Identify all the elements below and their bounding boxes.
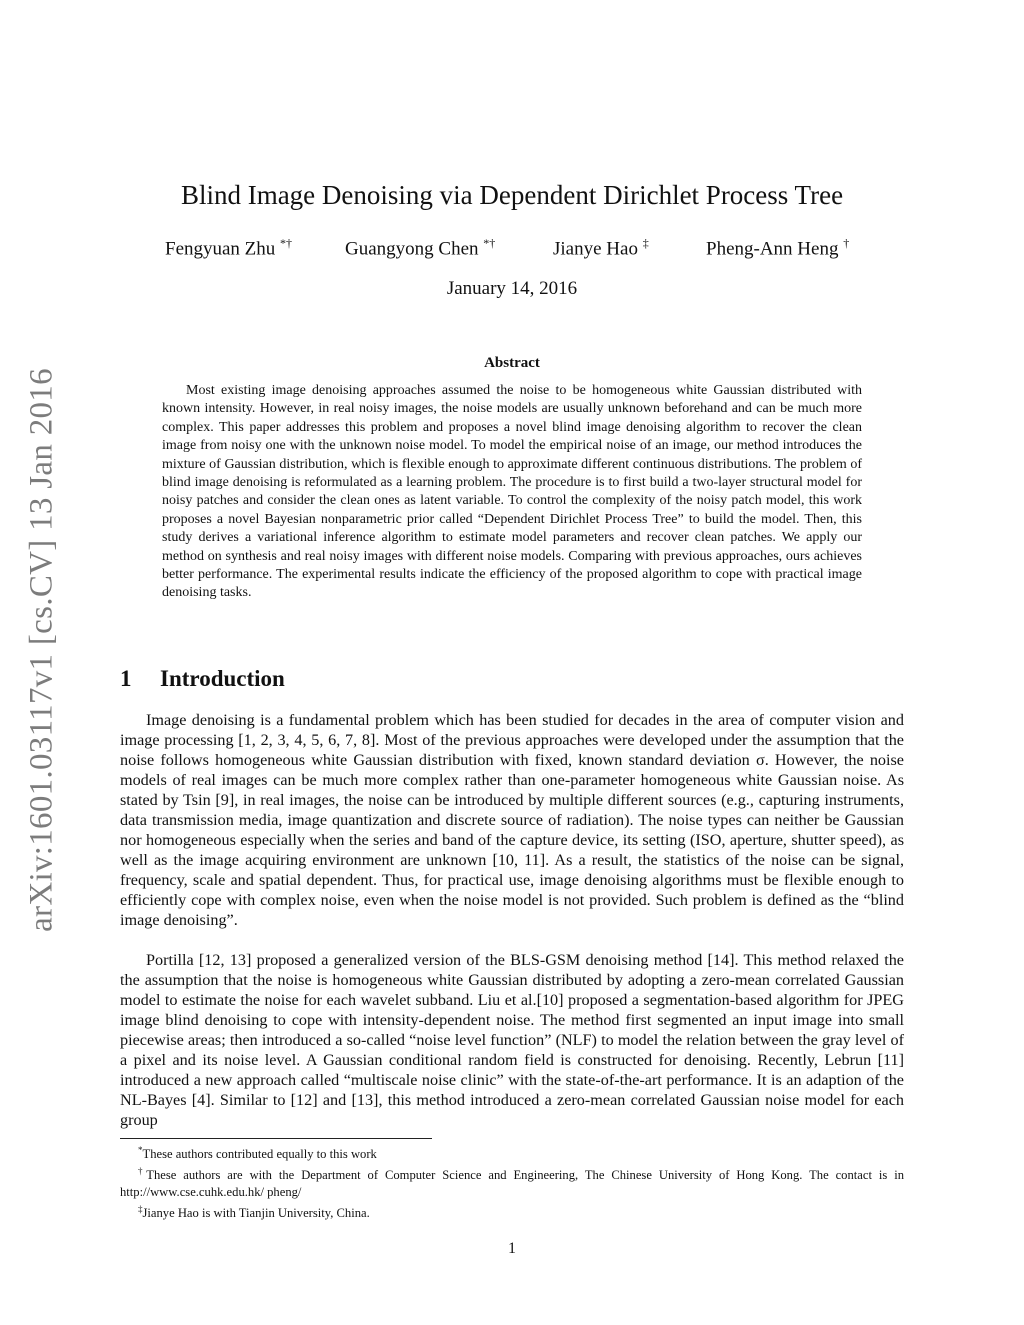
footnote-text: These authors contributed equally to this work (142, 1147, 377, 1162)
author-jianye-hao (553, 236, 649, 260)
author-name: Pheng-Ann Heng (706, 238, 839, 260)
abstract-heading: Abstract (484, 355, 540, 371)
author-name: Jianye Hao (553, 238, 638, 260)
author-name: Guangyong Chen (345, 238, 479, 260)
footnote-mark: ‡ (138, 1204, 143, 1215)
abstract-text: Most existing image denoising approaches assumed the noise to be homogeneous white Gaussian distributed with known intensity. However, in real noisy images, the noise models are usually unknown beforehand and can be much more complex. This paper addresses this problem and proposes a novel blind image denoising algorithm to recover the clean image from noisy one with the unknown noise model. To model the empirical noise of an image, our method introduces the mixture of Gaussian distribution, which is flexible enough to approximate different continuous distributions. The problem of blind image denoising is reformulated as a learning problem. The procedure is to first build a two-layer structural model for noisy patches and consider the clean ones as latent variable. To control the complexity of the noisy patch model, this work proposes a novel Bayesian nonparametric prior called “Dependent Dirichlet Process Tree” to build the model. Then, this study derives a variational inference algorithm to estimate model parameters and recover clean patches. We apply our method on synthesis and real noisy images with different noise models. Comparing with previous approaches, ours achieves better performance. The experimental results indicate the efficiency of the proposed algorithm to cope with practical image denoising tasks. (162, 383, 862, 601)
author-pheng-ann-heng (706, 236, 849, 260)
intro-paragraph-1: Image denoising is a fundamental problem which has been studied for decades in the area of computer vision and image processing [1, 2, 3, 4, 5, 6, 7, 8]. Most of the previous approaches were developed under the assumption that the noise follows homogeneous white Gaussian distribution with fixed, known standard deviation σ. However, the noise models of real images can be much more complex rather than one-parameter homogeneous white Gaussian noise. As stated by Tsin [9], in real images, the noise can be introduced by multiple different sources (e.g., capturing instruments, data transmission media, image quantization and discrete source of radiation). The noise types can neither be Gaussian nor homogeneous especially when the series and band of the capture device, its setting (ISO, aperture, shutter speed), as well as the image acquiring environment are unknown [10, 11]. As a result, the statistics of the noise can be signal, frequency, scale and spatial dependent. Thus, for practical use, image denoising algorithms must be flexible enough to efficiently cope with complex noise, even when the noise model is not provided. Such problem is defined as the “blind image denoising”. (120, 711, 904, 929)
intro-paragraph-2: Portilla [12, 13] proposed a generalized version of the BLS-GSM denoising method [14]. This method relaxed the the assumption that the noise is homogeneous white Gaussian distributed by adopting a zero-mean correlated Gaussian model to estimate the noise for each wavelet subband. Liu et al.[10] proposed a segmentation-based algorithm for JPEG image blind denoising to cope with intensity-dependent noise. The method first segmented an input image into small piecewise areas; then introduced a so-called “noise level function” (NLF) to model the relation between the gray level of a pixel and its noise level. A Gaussian conditional random field is constructed for denoising. Recently, Lebrun [11] introduced a new approach called “multiscale noise clinic” with the state-of-the-art performance. It is an adaption of the NL-Bayes [4]. Similar to [12] and [13], this method introduced a zero-mean correlated Gaussian noise model for each group (120, 951, 904, 1129)
author-list (0, 236, 1024, 262)
arxiv-identifier-watermark[interactable]: arXiv:1601.03117v1 [cs.CV] 13 Jan 2016 (23, 368, 60, 932)
author-marks: † (843, 236, 850, 250)
author-marks: *† (280, 236, 293, 250)
section-number: 1 (120, 666, 132, 691)
paper-date: January 14, 2016 (446, 278, 578, 299)
author-fengyuan-zhu (165, 236, 292, 260)
footnote-text: These authors are with the Department of Computer Science and Engineering, The Chinese University of Hong Kong. The contact is in http://www.cse.cuhk.edu.hk/ pheng/ (120, 1168, 905, 1200)
section-heading-introduction (120, 666, 285, 692)
footnote-mark: * (138, 1145, 143, 1155)
paper-title: Blind Image Denoising via Dependent Dirichlet Process Tree (180, 180, 844, 210)
footnote-tianjin-affiliation (120, 1201, 904, 1222)
footnote-equal-contribution (120, 1142, 904, 1163)
author-guangyong-chen (345, 236, 495, 260)
footnote-text: Jianye Hao is with Tianjin University, China. (142, 1206, 370, 1221)
footnote-cuhk-affiliation (120, 1163, 904, 1201)
page-number: 1 (508, 1240, 516, 1257)
author-name: Fengyuan Zhu (165, 238, 276, 260)
author-marks: *† (483, 236, 496, 250)
footnote-divider (120, 1138, 432, 1139)
footnotes (120, 1142, 904, 1223)
footnote-mark: † (138, 1166, 147, 1177)
section-title: Introduction (160, 666, 285, 691)
author-marks: ‡ (642, 236, 649, 250)
